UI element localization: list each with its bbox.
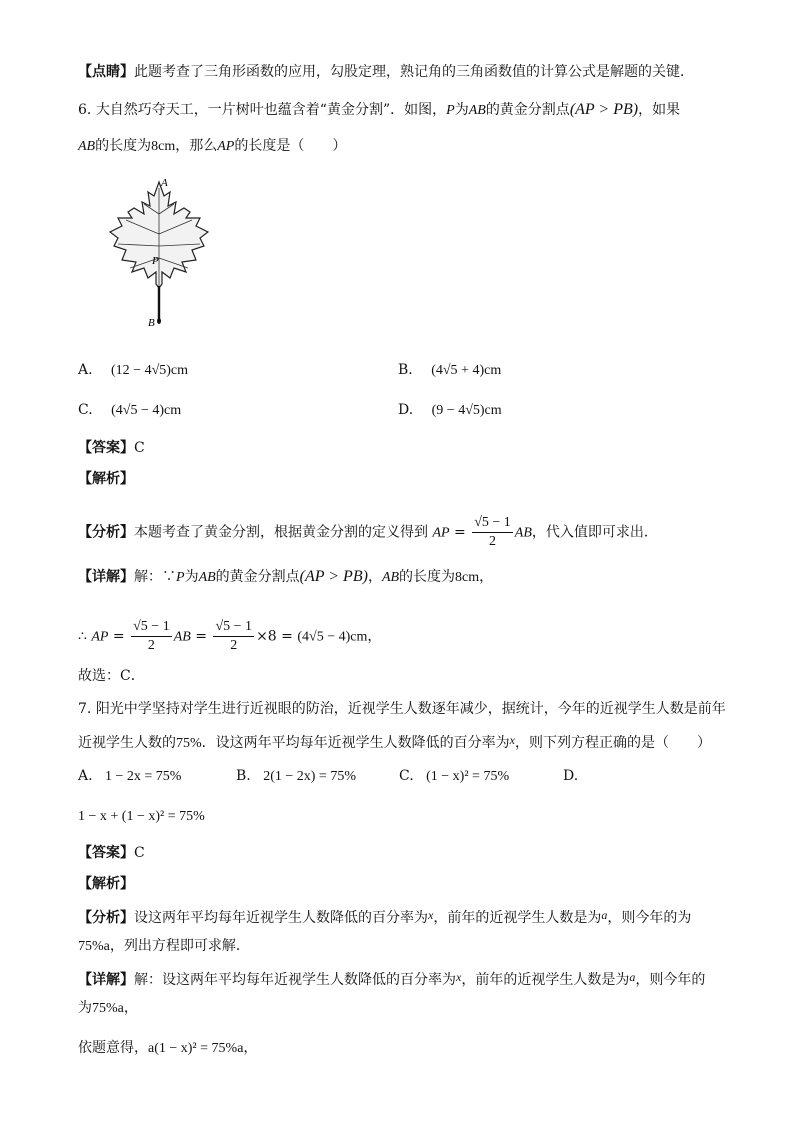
- q7-answer-line: [78, 843, 145, 863]
- option-expr: (12 − 4√5)cm: [111, 363, 189, 378]
- option-expr: 1 − x + (1 − x)² = 75%: [78, 809, 205, 824]
- q7-xiangjie-1: 解：设这两年平均每年近视学生人数降低的百分率为: [134, 972, 456, 988]
- q7-xiangjie-a: a: [629, 970, 636, 984]
- q6-option-d[interactable]: [398, 400, 502, 421]
- q7-fenxi-2: ，前年的近视学生人数是为: [433, 910, 602, 926]
- xiangjie-p: P: [176, 570, 185, 585]
- fenxi-text-1: 本题考查了黄金分割，根据黄金分割的定义得到: [134, 524, 428, 541]
- q6-stem-line-2: [78, 136, 346, 157]
- q6-option-b[interactable]: [398, 360, 501, 381]
- xiangjie-text-2: 的长度为: [399, 569, 456, 585]
- q7-fenxi-5: ，列出方程即可求解．: [109, 938, 250, 954]
- maple-leaf-figure: [104, 174, 214, 334]
- calc-times8: ×8 =: [256, 628, 293, 645]
- analysis-tag: 【解析】: [78, 876, 134, 892]
- answer-tag: 【答案】: [78, 440, 134, 456]
- q7-option-b[interactable]: [236, 766, 356, 787]
- dianjing-tag: 【点睛】: [78, 64, 134, 80]
- calc-ab: AB: [173, 629, 191, 645]
- q7-xiangjie-line-2: [78, 998, 138, 1019]
- q7-option-c[interactable]: [399, 766, 509, 787]
- q6-choose-line: [78, 666, 145, 686]
- q7-equation-line: [78, 1038, 257, 1059]
- q6-number: 6.: [78, 102, 92, 118]
- q6-stem-line-1: [78, 100, 680, 121]
- q7-stem-2b: ．设这两年平均每年近视学生人数降低的百分率为: [201, 735, 510, 751]
- q6-rugu: ，如果: [638, 102, 681, 118]
- q7-fenxi-3: ，则今年的为: [607, 910, 692, 926]
- q6-xiangjie-line: 【详解】解：∵P为AB的黄金分割点(AP > PB)，AB的长度为8cm，: [78, 568, 494, 585]
- option-letter: C.: [78, 402, 93, 418]
- option-letter: A.: [78, 362, 93, 378]
- xiangjie-tag: 【详解】: [78, 972, 134, 988]
- q6-computation-line: ∴ AP = $\frac{√5 - 1}{2}$ AB = $\frac{√5 - 1}{2}$ ×8 = (4√5 − 4)cm，: [78, 619, 382, 653]
- dianjing-text: 此题考查了三角形函数的应用，勾股定理，熟记角的三角函数值的计算公式是解题的关键．: [134, 64, 694, 80]
- option-expr: (4√5 − 4)cm: [111, 403, 182, 418]
- calc-comma: ，: [367, 628, 382, 645]
- q7-xiangjie-line-1: [78, 967, 705, 990]
- q7-option-d-letter[interactable]: [563, 766, 578, 786]
- q7-option-a[interactable]: [78, 766, 181, 787]
- q7-stem-2c: ，则下列方程正确的是（ ）: [515, 735, 711, 751]
- answer-tag: 【答案】: [78, 845, 134, 861]
- q7-xiangjie-6: ，: [123, 1000, 138, 1016]
- xiangjie-de-golden: 的黄金分割点: [215, 569, 300, 585]
- q6-fenxi-line: 【分析】本题考查了黄金分割，根据黄金分割的定义得到 AP = $\frac{√5 - 1}{2}$ AB，代入值即可求出．: [78, 515, 658, 549]
- q6-var-ab-2: AB: [78, 139, 96, 154]
- q6-answer-line: [78, 438, 145, 458]
- calc-ap: AP: [91, 629, 109, 645]
- fenxi-text-2: ，代入值即可求出．: [531, 524, 658, 541]
- calc-result: (4√5 − 4)cm: [297, 629, 368, 645]
- q7-option-d-expr[interactable]: [78, 806, 205, 827]
- answer-value: C: [134, 440, 145, 456]
- q5-dianjing-line: [78, 62, 694, 82]
- xiangjie-text-1: 解：∵: [134, 569, 176, 585]
- q7-equation: a(1 − x)² = 75%a: [148, 1041, 244, 1056]
- q6-length: 8cm: [151, 139, 176, 154]
- q6-var-p: P: [446, 103, 455, 118]
- q7-analysis-line: [78, 874, 134, 894]
- q6-option-a[interactable]: [78, 360, 188, 381]
- option-expr: (4√5 + 4)cm: [431, 363, 502, 378]
- option-letter: B.: [398, 362, 413, 378]
- golden-ratio-fraction: $\frac{√5 - 1}{2}$: [474, 515, 511, 549]
- q7-stem-1: 阳光中学坚持对学生进行近视眼的防治，近视学生人数逐年减少，据统计，今年的近视学生人数是前年: [95, 701, 726, 717]
- q7-fenxi-line-1: [78, 905, 691, 928]
- option-expr: (9 − 4√5)cm: [431, 403, 502, 418]
- q6-condition: (AP > PB): [569, 101, 639, 118]
- q6-var-ap: AP: [217, 139, 235, 154]
- q7-xiangjie-2: ，前年的近视学生人数是为: [461, 972, 630, 988]
- q7-fenxi-x: x: [428, 908, 434, 922]
- q6-wei: 为: [454, 102, 469, 118]
- q6-choose: 故选：C．: [78, 668, 145, 684]
- q7-xiangjie-4: 为: [78, 1000, 92, 1016]
- option-letter: B.: [236, 768, 251, 784]
- q7-number: 7.: [78, 701, 92, 717]
- q7-fenxi-a: a: [601, 908, 608, 922]
- label-a: A: [161, 177, 168, 189]
- q7-fenxi-1: 设这两年平均每年近视学生人数降低的百分率为: [134, 910, 428, 926]
- q7-xiangjie-x: x: [456, 970, 462, 984]
- label-b: B: [148, 317, 155, 329]
- option-letter: D.: [398, 402, 414, 418]
- q7-fenxi-line-2: [78, 936, 250, 957]
- q6-analysis-line: [78, 469, 134, 489]
- q7-stem-2a: 近视学生人数的: [78, 735, 176, 751]
- q6-option-c[interactable]: [78, 400, 181, 421]
- q6-de-golden: 的黄金分割点: [485, 102, 570, 118]
- q7-fenxi-4: 75%a: [78, 939, 110, 954]
- label-p: P: [152, 255, 159, 267]
- xiangjie-tag: 【详解】: [78, 569, 134, 585]
- q6-stem-2c: 的长度是（ ）: [234, 138, 347, 154]
- q7-yitiyi: 依题意得，: [78, 1040, 148, 1056]
- calc-fraction-1: $\frac{√5 - 1}{2}$: [133, 619, 170, 653]
- q7-pct: 75%: [176, 736, 202, 751]
- fenxi-tag: 【分析】: [78, 524, 134, 541]
- q7-stem-line-1: [78, 699, 726, 719]
- q7-xiangjie-5: 75%a: [92, 1001, 124, 1016]
- q6-stem-1: 大自然巧夺天工，一片树叶也蕴含着“黄金分割”．如图，: [95, 102, 447, 118]
- xiangjie-cond: (AP > PB): [299, 568, 368, 585]
- fenxi-tag: 【分析】: [78, 910, 134, 926]
- q7-stem-line-2: [78, 730, 711, 754]
- q7-var-x: x: [509, 733, 515, 747]
- q7-end-comma: ，: [243, 1040, 258, 1056]
- xiangjie-wei: 为: [184, 569, 199, 585]
- xiangjie-ab: AB: [198, 570, 216, 585]
- option-expr: 2(1 − 2x) = 75%: [263, 769, 356, 784]
- analysis-tag: 【解析】: [78, 471, 134, 487]
- option-expr: (1 − x)² = 75%: [426, 769, 510, 784]
- therefore-symbol: ∴: [78, 628, 87, 645]
- calc-fraction-2: $\frac{√5 - 1}{2}$: [215, 619, 253, 653]
- option-letter: D.: [563, 768, 579, 784]
- option-expr: 1 − 2x = 75%: [105, 769, 182, 784]
- xiangjie-len: 8cm: [455, 570, 480, 585]
- stem-end: [157, 318, 161, 324]
- fenxi-ab: AB: [514, 525, 532, 541]
- q7-xiangjie-3: ，则今年的: [635, 972, 706, 988]
- q6-stem-2a: 的长度为: [95, 138, 152, 154]
- option-letter: C.: [399, 768, 414, 784]
- answer-value: C: [134, 845, 145, 861]
- q6-stem-2b: ，那么: [175, 138, 218, 154]
- fenxi-ap: AP: [432, 525, 450, 541]
- xiangjie-ab-2: AB: [381, 570, 400, 585]
- q6-var-ab: AB: [468, 103, 486, 118]
- option-letter: A.: [78, 768, 93, 784]
